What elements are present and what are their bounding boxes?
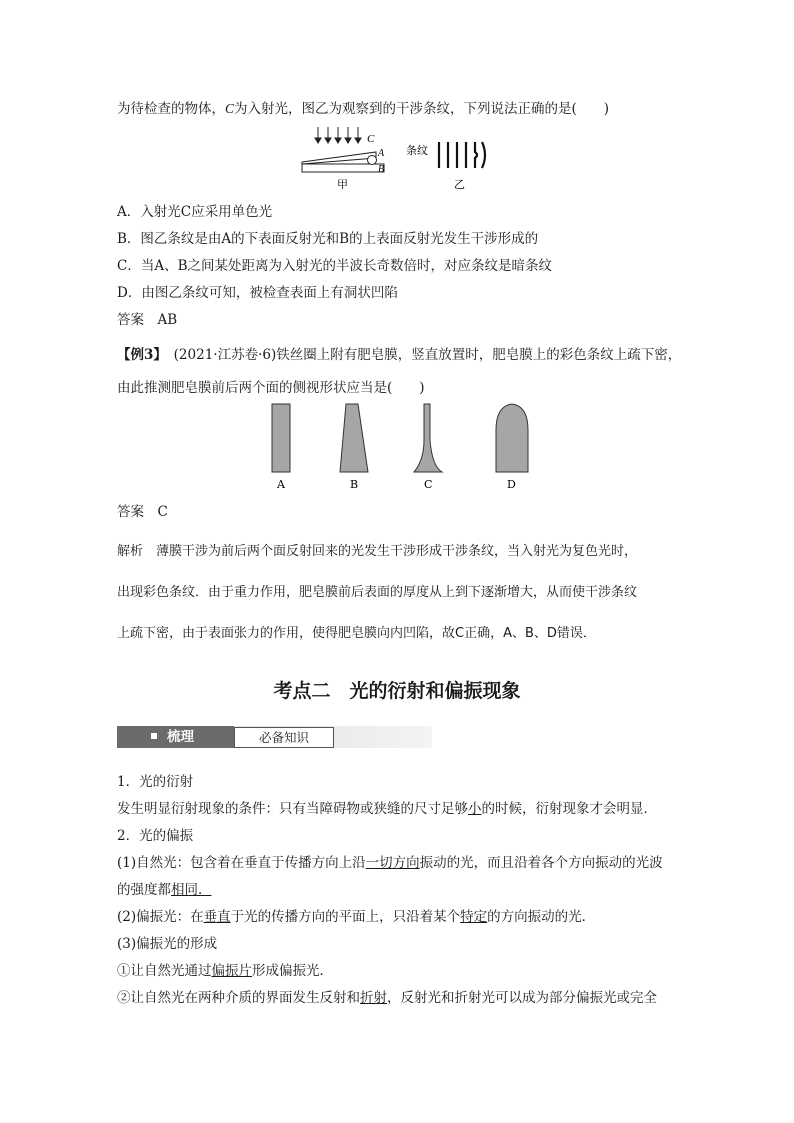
shape-label-d: D: [507, 478, 516, 491]
section-title: 考点二 光的衍射和偏振现象: [273, 680, 521, 702]
option-a: A．入射光C应采用单色光: [117, 204, 273, 220]
example3-stem: [117, 343, 681, 363]
underlined-text: 偏振片: [211, 963, 252, 979]
plate-a: [302, 152, 376, 164]
text: ①让自然光通过: [117, 963, 212, 979]
label-tiaowen: 条纹: [406, 144, 428, 157]
shape-a: [272, 404, 290, 472]
example3-answer: [117, 500, 168, 520]
shape-c: [414, 404, 442, 472]
label-jia: 甲: [337, 178, 348, 191]
answer-label: 答案: [117, 312, 144, 328]
incident-light-arrows: [315, 127, 361, 143]
shape-label-a: A: [277, 478, 285, 491]
text: 形成偏振光．: [252, 963, 333, 979]
answer-value: C: [157, 504, 168, 520]
shape-d: [496, 404, 528, 472]
label-a: A: [378, 148, 385, 159]
example-tag: 【例3】: [117, 347, 167, 363]
notes-line-3: [117, 878, 212, 898]
badge-sub: 必备知识: [234, 727, 334, 748]
text: 发生明显衍射现象的条件：只有当障碍物或狭缝的尺寸足够: [117, 801, 468, 817]
option-c: C．当A、B之间某处距离为入射光的半波长奇数倍时，对应条纹是暗条纹: [117, 258, 552, 274]
label-b: B: [378, 164, 385, 175]
shape-b: [340, 404, 368, 472]
notes-line-6: [117, 959, 333, 979]
answer-value: AB: [157, 312, 178, 328]
spacer: [368, 156, 377, 165]
answer-line: [117, 308, 177, 328]
notes-line-4: [117, 905, 595, 925]
text: 于光的传播方向的平面上，只沿着某个: [230, 909, 461, 925]
option-b: B．图乙条纹是由A的下表面反射光和B的上表面反射光发生干涉形成的: [117, 231, 539, 247]
analysis-line-3: 上疏下密，由于表面张力的作用，使得肥皂膜向内凹陷，故C正确，A、B、D错误．: [117, 626, 596, 641]
shape-label-c: C: [424, 478, 433, 491]
underlined-text: 折射: [360, 990, 387, 1006]
underlined-text: 一切方向: [365, 855, 420, 871]
stem-part: 为入射光，图乙为观察到的干涉条纹，下列说法正确的是( ): [234, 101, 610, 117]
analysis-label: 解析: [117, 544, 144, 559]
film-shapes-figure: [260, 400, 540, 492]
notes-line-5: (3)偏振光的形成: [117, 936, 218, 952]
example-source: (2021·江苏卷·6): [173, 347, 277, 363]
text: (1)自然光：包含着在垂直于传播方向上沿: [117, 855, 366, 871]
text: 的时候，衍射现象才会明显．: [481, 801, 657, 817]
option-d: D．由图乙条纹可知，被检查表面上有洞状凹陷: [117, 285, 398, 301]
analysis-text: 薄膜干涉为前后两个面反射回来的光发生干涉形成干涉条纹，当入射光为复色光时，: [156, 544, 638, 559]
plate-b: [302, 164, 384, 172]
stem-part: 铁丝圈上附有肥皂膜，竖直放置时，肥皂膜上的彩色条纹上疏下密，: [276, 347, 682, 363]
underlined-text: 特定: [460, 909, 488, 925]
text: 振动的光，而且沿着各个方向振动的光波: [419, 855, 663, 871]
stem-part: 为待检查的物体，: [117, 101, 225, 117]
underlined-text: 相同．: [171, 882, 212, 898]
text: ，反射光和折射光可以成为部分偏振光或完全: [387, 990, 657, 1006]
square-bullet-icon: [151, 733, 157, 739]
analysis-line-1: [117, 540, 637, 559]
badge-main: [117, 726, 234, 748]
underlined-text: 小: [468, 801, 482, 817]
text: 的方向振动的光．: [487, 909, 596, 925]
notes-line-7: [117, 986, 657, 1006]
analysis-line-2: 出现彩色条纹．由于重力作用，肥皂膜前后表面的厚度从上到下逐渐增大，从而使干涉条纹: [117, 585, 638, 600]
shape-label-b: B: [350, 478, 359, 491]
stem-var-c: C: [225, 101, 235, 116]
text: (2)偏振光：在: [117, 909, 204, 925]
label-c: C: [367, 133, 375, 145]
text: 的强度都: [117, 882, 171, 898]
interference-figure: [290, 122, 510, 194]
notes-heading-2: 2．光的偏振: [117, 828, 194, 844]
notes-heading-1: 1．光的衍射: [117, 774, 194, 790]
notes-line-2: [117, 851, 663, 871]
question-stem: [117, 97, 609, 117]
text: ②让自然光在两种介质的界面发生反射和: [117, 990, 360, 1006]
label-yi: 乙: [454, 178, 465, 191]
knowledge-badge: [117, 726, 432, 750]
fringe-pattern: [439, 142, 485, 168]
underlined-text: 垂直: [203, 909, 231, 925]
answer-label: 答案: [117, 504, 144, 520]
badge-main-label: 梳理: [167, 729, 194, 745]
notes-line-1: [117, 797, 657, 817]
example3-stem-2: 由此推测肥皂膜前后两个面的侧视形状应当是( ): [117, 380, 425, 396]
